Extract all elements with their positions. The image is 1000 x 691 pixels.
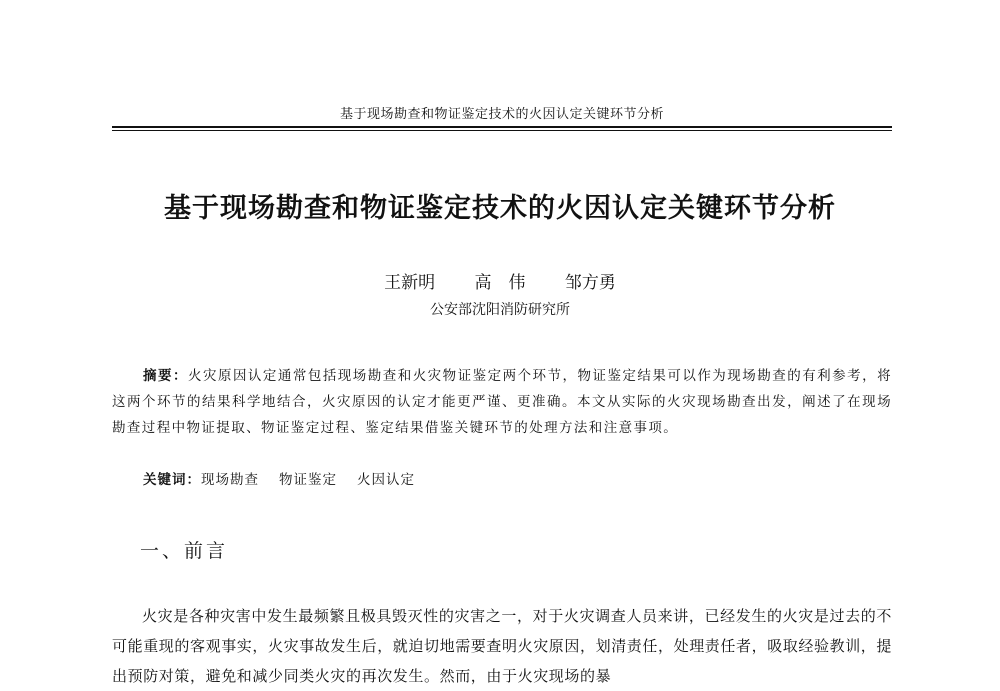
keyword: 现场勘查 [201,472,259,488]
keyword: 物证鉴定 [279,472,337,488]
abstract-label: 摘要： [143,368,188,384]
affiliation: 公安部沈阳消防研究所 [430,302,570,318]
header-rule [112,126,892,128]
author-name: 王新明 [384,273,436,293]
running-header: 基于现场勘查和物证鉴定技术的火因认定关键环节分析 [339,107,664,122]
author-name: 高 伟 [474,273,526,293]
keywords [143,468,843,488]
body-paragraph: 火灾是各种灾害中发生最频繁且极具毁灭性的灾害之一，对于火灾调查人员来讲，已经发生的火灾是过去的不可能重现的客观事实，火灾事故发生后，就迫切地需要查明火灾原因，划清责任，处理责任者，吸取经验教训，提出预防对策，避免和减少同类火灾的再次发生。然而，由于火灾现场的暴 [112,607,893,685]
keyword: 火因认定 [357,472,415,488]
section-heading: 一、前言 [140,540,229,562]
abstract-text: 火灾原因认定通常包括现场勘查和火灾物证鉴定两个环节，物证鉴定结果可以作为现场勘查的有利参考，将这两个环节的结果科学地结合，火灾原因的认定才能更严谨、更准确。本文从实际的火灾现场勘查出发，阐述了在现场勘查过程中物证提取、物证鉴定过程、鉴定结果借鉴关键环节的处理方法和注意事项。 [112,368,892,436]
author-list [100,268,900,293]
header-rule-thin [112,130,892,131]
author-name: 邹方勇 [564,273,616,293]
abstract [112,363,892,441]
paper-title: 基于现场勘查和物证鉴定技术的火因认定关键环节分析 [164,193,836,224]
keywords-label: 关键词： [143,472,201,488]
